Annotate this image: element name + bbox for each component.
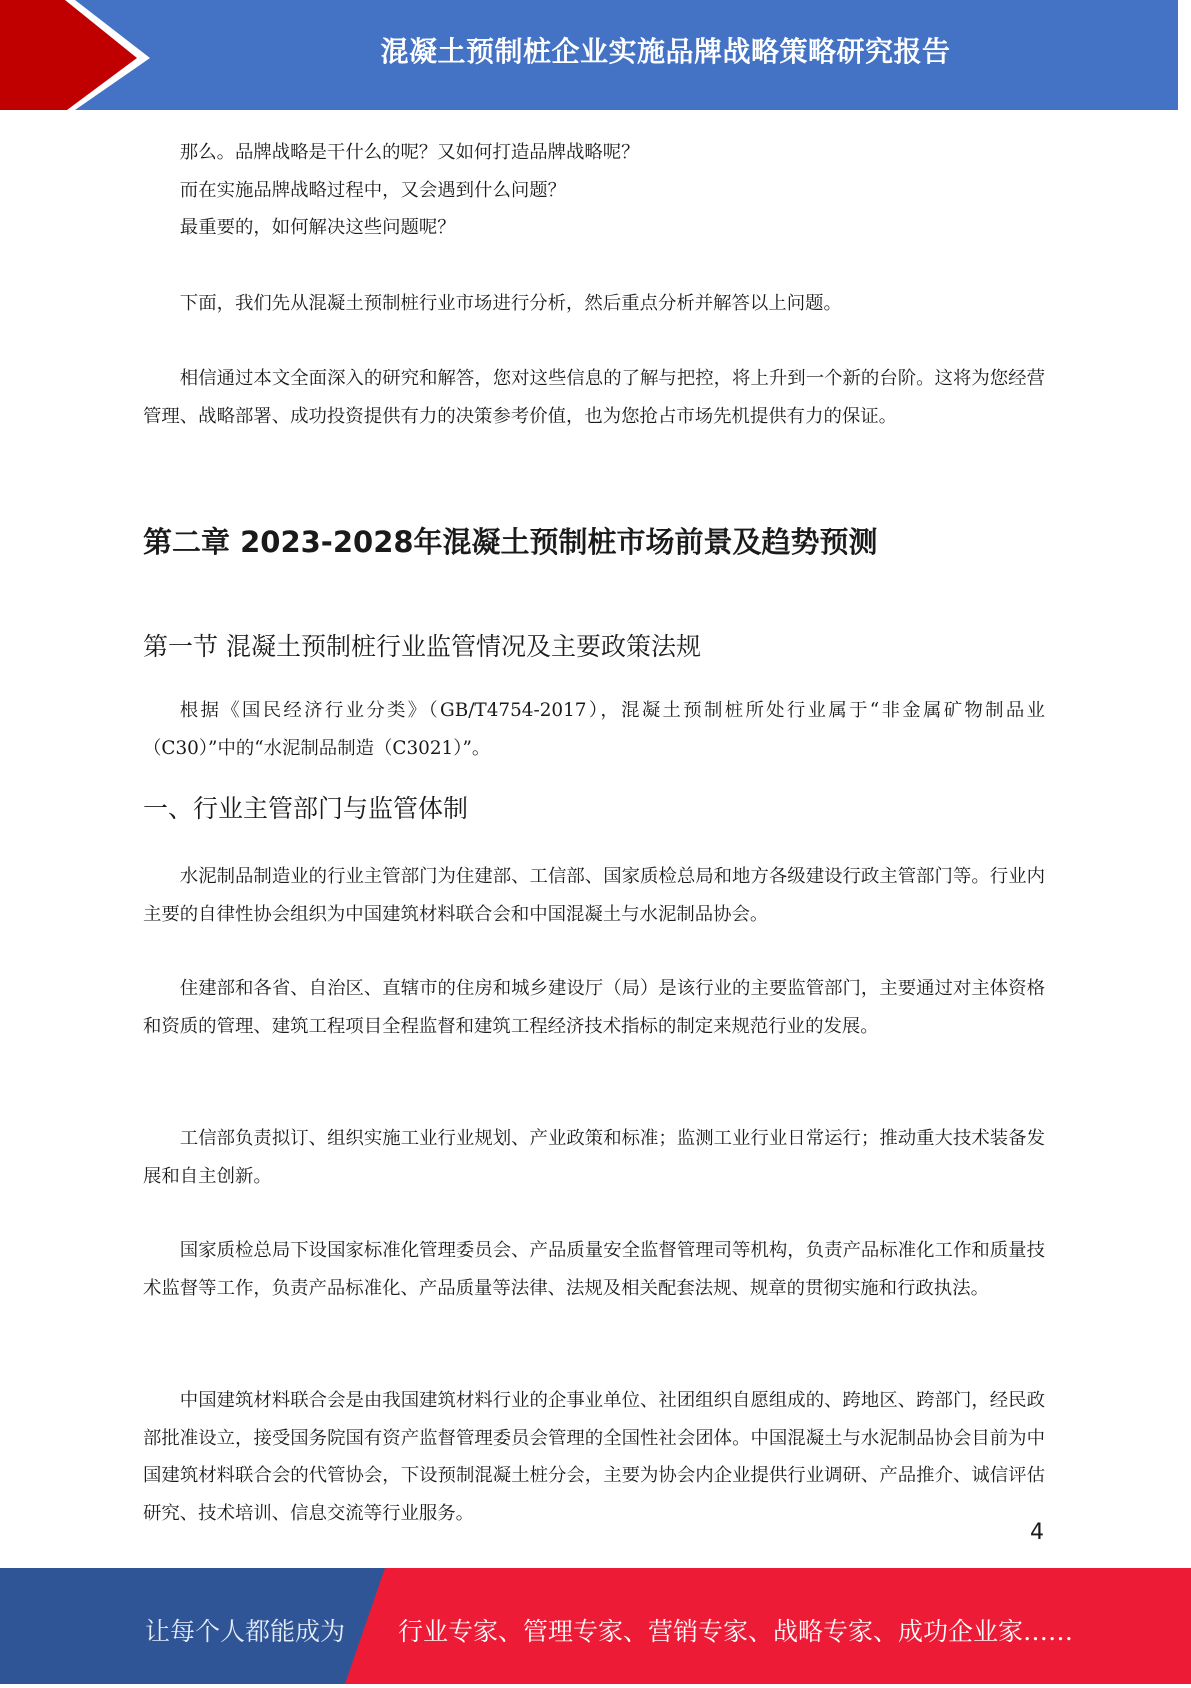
question: 那么。品牌战略是干什么的呢？又如何打造品牌战略呢？ (179, 142, 640, 163)
paragraph: 住建部和各省、自治区、直辖市的住房和城乡建设厅（局）是该行业的主要监管部门，主要通过对主体资格和资质的管理、建筑工程项目全程监督和建筑工程经济技术指标的制定来规范行业的发展。 (143, 978, 1045, 1037)
page-number: 4 (1030, 1520, 1044, 1545)
paragraph: 下面，我们先从混凝土预制桩行业市场进行分析，然后重点分析并解答以上问题。 (179, 293, 842, 314)
footer-slogan-right: 行业专家、管理专家、营销专家、战略专家、成功企业家…… (398, 1617, 1074, 1646)
paragraph: 工信部负责拟订、组织实施工业行业规划、产业政策和标准；监测工业行业日常运行；推动重大技术装备发展和自主创新。 (143, 1128, 1045, 1187)
question: 而在实施品牌战略过程中，又会遇到什么问题？ (179, 179, 567, 201)
page-header (0, 0, 1191, 110)
paragraph: 相信通过本文全面深入的研究和解答，您对这些信息的了解与把控，将上升到一个新的台阶。这将为您经营管理、战略部署、成功投资提供有力的决策参考价值，也为您抢占市场先机提供有力的保证。 (143, 368, 1045, 427)
paragraph: 中国建筑材料联合会是由我国建筑材料行业的企事业单位、社团组织自愿组成的、跨地区、跨部门，经民政部批准设立，接受国务院国有资产监督管理委员会管理的全国性社会团体。中国混凝土与水泥制品协会目前为中国建筑材料联合会的代管协会，下设预制混凝土桩分会，主要为协会内企业提供行业调研、产品推介、诚信评估研究、技术培训、信息交流等行业服务。 (143, 1390, 1045, 1524)
chapter-title: 第二章 2023-2028年混凝土预制桩市场前景及趋势预测 (143, 525, 878, 559)
paragraph: 根据《国民经济行业分类》（GB/T4754-2017），混凝土预制桩所处行业属于“非金属矿物制品业（C30）”中的“水泥制品制造（C3021）”。 (143, 700, 1045, 759)
section-title: 第一节 混凝土预制桩行业监管情况及主要政策法规 (143, 632, 701, 661)
intro-questions (143, 134, 1045, 247)
subsection-title: 一、行业主管部门与监管体制 (143, 794, 469, 823)
footer-slogan-left: 让每个人都能成为 (144, 1617, 345, 1646)
paragraph: 水泥制品制造业的行业主管部门为住建部、工信部、国家质检总局和地方各级建设行政主管部门等。行业内主要的自律性协会组织为中国建筑材料联合会和中国混凝土与水泥制品协会。 (143, 866, 1045, 925)
question: 最重要的，如何解决这些问题呢？ (179, 217, 456, 238)
report-title: 混凝土预制桩企业实施品牌战略策略研究报告 (380, 35, 951, 68)
paragraph: 国家质检总局下设国家标准化管理委员会、产品质量安全监督管理司等机构，负责产品标准化工作和质量技术监督等工作，负责产品标准化、产品质量等法律、法规及相关配套法规、规章的贯彻实施和行政执法。 (143, 1240, 1045, 1299)
